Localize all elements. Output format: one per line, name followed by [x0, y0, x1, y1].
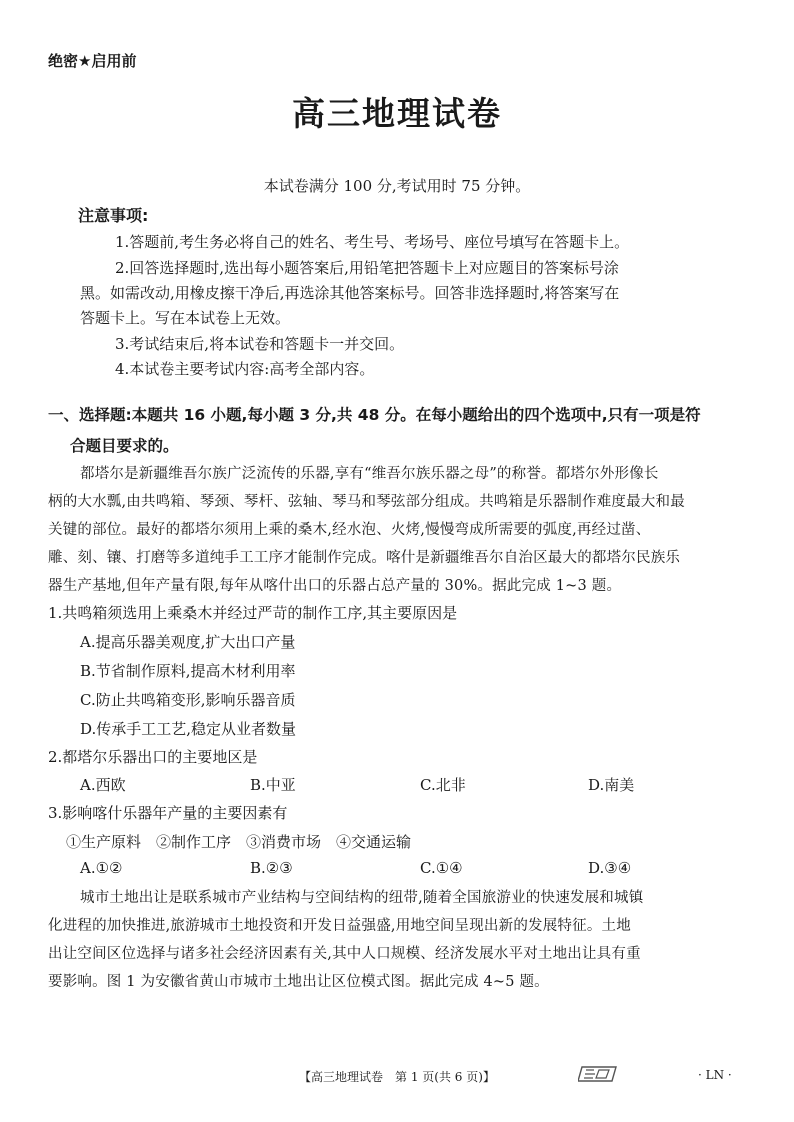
section-heading: 一、选择题:本题共 16 小题,每小题 3 分,共 48 分。在每小题给出的四个选项中,只有一项是符: [48, 406, 701, 424]
option-d: D.传承手工工艺,稳定从业者数量: [80, 720, 297, 738]
exam-subtitle: 本试卷满分 100 分,考试用时 75 分钟。: [263, 177, 531, 195]
option-a: A.西欧: [80, 776, 126, 794]
option-b: B.中亚: [250, 776, 296, 794]
page-footer: 【高三地理试卷 第 1 页(共 6 页)】: [299, 1070, 495, 1084]
passage-line: 雕、刻、镶、打磨等多道纯手工工序才能制作完成。喀什是新疆维吾尔自治区最大的都塔尔民族乐: [48, 550, 681, 566]
passage-line: 要影响。图 1 为安徽省黄山市城市土地出让区位模式图。据此完成 4~5 题。: [48, 974, 549, 990]
passage-line: 出让空间区位选择与诸多社会经济因素有关,其中人口规模、经济发展水平对土地出让具有重: [48, 946, 641, 962]
section-heading-cont: 合题目要求的。: [70, 437, 179, 455]
passage-line: 城市土地出让是联系城市产业结构与空间结构的纽带,随着全国旅游业的快速发展和城镇: [80, 890, 644, 906]
question-stem: 3.影响喀什乐器年产量的主要因素有: [48, 804, 288, 822]
passage-line: 化进程的加快推进,旅游城市土地投资和开发日益强盛,用地空间呈现出新的发展特征。土地: [48, 918, 631, 934]
passage-line: 关键的部位。最好的都塔尔须用上乘的桑木,经水泡、火烤,慢慢弯成所需要的弧度,再经过凿、: [48, 522, 651, 538]
option-a: A.提高乐器美观度,扩大出口产量: [80, 633, 296, 651]
notice-line: 2.回答选择题时,选出每小题答案后,用铅笔把答题卡上对应题目的答案标号涂: [115, 259, 619, 277]
option-d: D.③④: [588, 859, 632, 877]
passage-line: 柄的大水瓢,由共鸣箱、琴颈、琴杆、弦轴、琴马和琴弦部分组成。共鸣箱是乐器制作难度最大和最: [48, 494, 685, 510]
option-d: D.南美: [588, 776, 635, 794]
secret-label: 绝密★启用前: [48, 52, 137, 70]
exam-code: · LN ·: [698, 1068, 732, 1082]
notice-line: 1.答题前,考生务必将自己的姓名、考生号、考场号、座位号填写在答题卡上。: [115, 233, 630, 251]
notice-line: 3.考试结束后,将本试卷和答题卡一并交回。: [115, 335, 405, 353]
notice-line: 答题卡上。写在本试卷上无效。: [80, 309, 291, 327]
notice-line: 4.本试卷主要考试内容:高考全部内容。: [115, 360, 375, 378]
option-b: B.②③: [250, 859, 293, 877]
passage-line: 都塔尔是新疆维吾尔族广泛流传的乐器,享有“维吾尔族乐器之母”的称誉。都塔尔外形像长: [80, 466, 659, 482]
option-b: B.节省制作原料,提高木材利用率: [80, 662, 296, 680]
option-c: C.①④: [420, 859, 463, 877]
passage-line: 器生产基地,但年产量有限,每年从喀什出口的乐器占总产量的 30%。据此完成 1~3 题。: [48, 578, 622, 594]
question-stem: 2.都塔尔乐器出口的主要地区是: [48, 748, 258, 766]
question-stem: 1.共鸣箱须选用上乘桑木并经过严苛的制作工序,其主要原因是: [48, 604, 458, 622]
page-title: 高三地理试卷: [292, 94, 502, 133]
option-c: C.北非: [420, 776, 466, 794]
notice-heading: 注意事项:: [78, 206, 149, 225]
option-a: A.①②: [80, 859, 123, 877]
option-c: C.防止共鸣箱变形,影响乐器音质: [80, 691, 296, 709]
factor-list: ①生产原料 ②制作工序 ③消费市场 ④交通运输: [66, 833, 412, 851]
notice-line: 黑。如需改动,用橡皮擦干净后,再选涂其他答案标号。回答非选择题时,将答案写在: [80, 284, 620, 302]
publisher-logo-icon: [578, 1064, 620, 1084]
